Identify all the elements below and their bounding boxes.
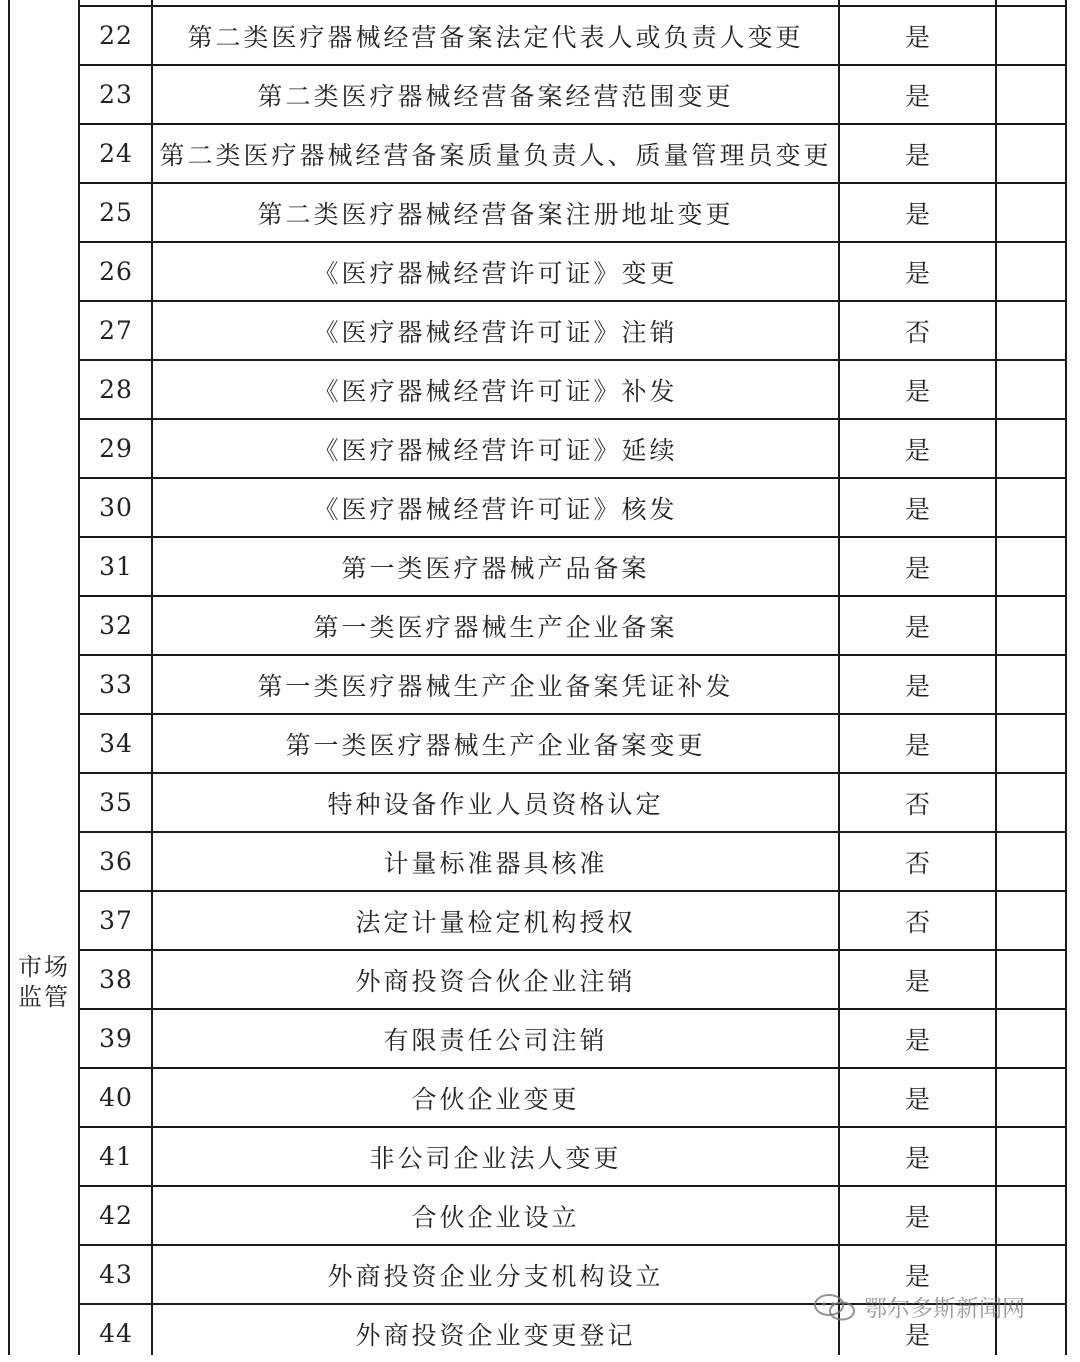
row-number: 26: [99, 257, 133, 286]
row-item-name: 特种设备作业人员资格认定: [327, 789, 664, 819]
row-number: 34: [99, 729, 133, 758]
row-number: 23: [99, 80, 133, 109]
column-divider-dept: [78, 0, 80, 1355]
row-item-name: 《医疗器械经营许可证》注销: [313, 317, 678, 347]
row-item-name: 第一类医疗器械产品备案: [341, 553, 650, 583]
watermark: [812, 1290, 1025, 1323]
row-flag: 是: [904, 553, 930, 583]
row-item-name: 《医疗器械经营许可证》延续: [313, 435, 678, 465]
row-flag: 是: [904, 81, 930, 111]
row-number: 39: [99, 1024, 133, 1053]
row-flag: 是: [904, 1084, 930, 1114]
row-flag: 是: [904, 1202, 930, 1232]
row-flag: 是: [904, 258, 930, 288]
row-number: 27: [99, 316, 133, 345]
row-number: 22: [99, 21, 133, 50]
row-flag: 是: [904, 730, 930, 760]
row-number: 36: [99, 847, 133, 876]
row-number: 32: [99, 611, 133, 640]
row-flag: 是: [904, 22, 930, 52]
wechat-icon: [812, 1292, 858, 1322]
row-number: 40: [99, 1083, 133, 1112]
row-item-name: 有限责任公司注销: [383, 1025, 608, 1055]
row-item-name: 第二类医疗器械经营备案注册地址变更: [257, 199, 734, 229]
row-flag: 是: [904, 140, 930, 170]
row-number: 41: [99, 1142, 133, 1171]
row-item-name: 第二类医疗器械经营备案经营范围变更: [257, 81, 734, 111]
row-item-name: 《医疗器械经营许可证》核发: [313, 494, 678, 524]
row-number: 37: [99, 906, 133, 935]
watermark-text: 鄂尔多斯新闻网: [864, 1296, 1025, 1322]
row-item-name: 外商投资合伙企业注销: [355, 966, 636, 996]
row-flag: 否: [904, 789, 930, 819]
row-item-name: 非公司企业法人变更: [369, 1143, 622, 1173]
row-number: 29: [99, 434, 133, 463]
row-item-name: 《医疗器械经营许可证》补发: [313, 376, 678, 406]
row-item-name: 计量标准器具核准: [383, 848, 608, 878]
row-item-name: 第一类医疗器械生产企业备案: [313, 612, 678, 642]
department-cell: [12, 952, 76, 1012]
department-label-line2: 监管: [18, 983, 70, 1011]
row-number: 43: [99, 1260, 133, 1289]
row-flag: 否: [904, 907, 930, 937]
row-flag: 是: [904, 966, 930, 996]
row-number: 35: [99, 788, 133, 817]
row-item-name: 合伙企业变更: [411, 1084, 580, 1114]
row-flag: 否: [904, 848, 930, 878]
row-number: 44: [99, 1319, 133, 1348]
row-item-name: 《医疗器械经营许可证》变更: [313, 258, 678, 288]
table-border-right: [1065, 0, 1067, 1355]
row-number: 31: [99, 552, 133, 581]
row-flag: 是: [904, 612, 930, 642]
row-flag: 是: [904, 1261, 930, 1291]
row-item-name: 第一类医疗器械生产企业备案凭证补发: [257, 671, 734, 701]
row-number: 38: [99, 965, 133, 994]
row-item-name: 法定计量检定机构授权: [355, 907, 636, 937]
row-flag: 是: [904, 435, 930, 465]
row-number: 33: [99, 670, 133, 699]
row-flag: 是: [904, 1320, 930, 1350]
row-number: 25: [99, 198, 133, 227]
row-item-name: 外商投资企业变更登记: [355, 1320, 636, 1350]
row-item-name: 第二类医疗器械经营备案质量负责人、质量管理员变更: [159, 140, 832, 170]
row-flag: 否: [904, 317, 930, 347]
row-flag: 是: [904, 199, 930, 229]
row-item-name: 合伙企业设立: [411, 1202, 580, 1232]
row-item-name: 第一类医疗器械生产企业备案变更: [285, 730, 706, 760]
row-flag: 是: [904, 376, 930, 406]
department-label-line1: 市场: [18, 953, 70, 981]
row-item-name: 外商投资企业分支机构设立: [327, 1261, 664, 1291]
row-number: 42: [99, 1201, 133, 1230]
row-number: 24: [99, 139, 133, 168]
table-border-left: [8, 0, 10, 1355]
row-number: 28: [99, 375, 133, 404]
row-flag: 是: [904, 671, 930, 701]
row-flag: 是: [904, 1143, 930, 1173]
row-flag: 是: [904, 1025, 930, 1055]
column-divider-flag: [995, 0, 997, 1355]
row-item-name: 第二类医疗器械经营备案法定代表人或负责人变更: [187, 22, 804, 52]
row-number: 30: [99, 493, 133, 522]
row-flag: 是: [904, 494, 930, 524]
